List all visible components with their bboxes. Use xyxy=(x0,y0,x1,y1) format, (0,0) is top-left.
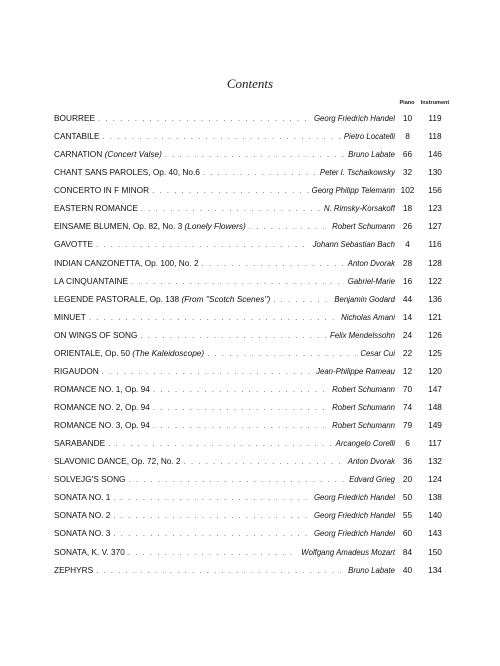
instrument-page-number: 134 xyxy=(428,564,442,575)
entry-title: LEGENDE PASTORALE, Op. 138 (From ''Scotch Scenes'') xyxy=(54,293,271,304)
entry-composer: Georg Friedrich Handel xyxy=(313,511,395,521)
instrument-page-number: 117 xyxy=(428,438,442,449)
piano-page-number: 18 xyxy=(402,203,413,214)
contents-entry xyxy=(54,470,450,488)
dot-leader xyxy=(113,529,311,538)
contents-entry xyxy=(54,235,450,253)
dot-leader xyxy=(113,511,311,520)
entry-main xyxy=(54,258,395,268)
entry-main xyxy=(54,149,395,159)
entry-title: SONATA NO. 2 xyxy=(54,510,111,521)
dot-leader xyxy=(184,457,345,466)
entry-composer: Nicholas Amani xyxy=(341,312,395,322)
entry-title: ROMANCE NO. 1, Op. 94 xyxy=(54,383,150,394)
contents-entry xyxy=(54,416,450,434)
entry-subtitle: (Lonely Flowers) xyxy=(184,221,246,232)
piano-page-number: 4 xyxy=(405,239,410,250)
entry-main xyxy=(54,474,395,484)
entry-main xyxy=(54,276,395,286)
entry-composer: Johann Sebastian Bach xyxy=(312,240,395,250)
piano-page-number: 24 xyxy=(402,329,413,340)
entry-main xyxy=(54,221,395,231)
instrument-page-number: 156 xyxy=(428,185,442,196)
piano-page-number: 40 xyxy=(402,564,413,575)
contents-entry xyxy=(54,217,450,235)
entry-composer: Gabriel-Marie xyxy=(347,276,395,286)
dot-leader xyxy=(96,240,310,249)
instrument-page-number: 124 xyxy=(428,474,442,485)
entry-main xyxy=(54,294,395,304)
piano-page-number: 16 xyxy=(402,275,413,286)
entry-main xyxy=(54,420,395,430)
piano-page-number: 102 xyxy=(400,185,415,196)
dot-leader xyxy=(153,403,329,412)
dot-leader xyxy=(96,566,345,575)
entry-composer: Georg Philipp Telemann xyxy=(311,186,395,196)
dot-leader xyxy=(140,331,327,340)
entry-composer: Robert Schumann xyxy=(332,403,395,413)
instrument-page-number: 146 xyxy=(428,149,442,160)
entry-main xyxy=(54,547,395,557)
instrument-page-number: 147 xyxy=(428,383,442,394)
contents-entry xyxy=(54,398,450,416)
entry-title: SARABANDE xyxy=(54,438,106,449)
instrument-page-number: 140 xyxy=(428,510,442,521)
entry-main xyxy=(54,438,395,448)
entry-title: SONATA NO. 1 xyxy=(54,492,111,503)
instrument-page-number: 143 xyxy=(428,528,442,539)
entry-composer: Anton Dvorak xyxy=(347,258,395,268)
entry-main xyxy=(54,510,395,520)
dot-leader xyxy=(89,313,338,322)
dot-leader xyxy=(102,367,313,376)
entry-title: EINSAME BLUMEN, Op. 82, No. 3 (Lonely Flowers) xyxy=(54,221,246,232)
entry-composer: Georg Friedrich Handel xyxy=(313,529,395,539)
instrument-page-number: 116 xyxy=(428,239,442,250)
entry-composer: Arcangelo Corelli xyxy=(335,439,395,449)
contents-entry xyxy=(54,524,450,542)
entry-title: CHANT SANS PAROLES, Op. 40, No.6 xyxy=(54,167,200,178)
entry-main xyxy=(54,312,395,322)
entry-title: ZEPHYRS xyxy=(54,564,94,575)
entry-composer: Jean-Philippe Rameau xyxy=(316,366,395,376)
piano-page-number: 14 xyxy=(402,311,413,322)
contents-entry xyxy=(54,380,450,398)
contents-entry xyxy=(54,543,450,561)
entry-main xyxy=(54,203,395,213)
entry-main xyxy=(54,366,395,376)
piano-page-number: 44 xyxy=(402,293,413,304)
instrument-page-number: 118 xyxy=(428,131,442,142)
instrument-page-number: 120 xyxy=(428,365,442,376)
dot-leader xyxy=(108,439,332,448)
entry-composer: Robert Schumann xyxy=(332,222,395,232)
piano-column-header: Piano xyxy=(399,100,415,106)
contents-entry xyxy=(54,506,450,524)
piano-page-number: 74 xyxy=(402,402,413,413)
piano-page-number: 20 xyxy=(402,474,413,485)
instrument-column-header: Instrument xyxy=(420,100,450,106)
entry-title: ON WINGS OF SONG xyxy=(54,329,138,340)
instrument-page-number: 122 xyxy=(428,275,442,286)
dot-leader xyxy=(103,132,341,141)
dot-leader xyxy=(98,114,311,123)
instrument-page-number: 130 xyxy=(428,167,442,178)
entry-main xyxy=(54,384,395,394)
contents-entry xyxy=(54,326,450,344)
entry-title: GAVOTTE xyxy=(54,239,94,250)
piano-page-number: 70 xyxy=(402,383,413,394)
entry-composer: Wolfgang Amadeus Mozart xyxy=(301,547,395,557)
entry-composer: Edvard Grieg xyxy=(349,475,395,485)
instrument-page-number: 138 xyxy=(428,492,442,503)
entry-main xyxy=(54,185,395,195)
entry-main xyxy=(54,167,395,177)
contents-entry xyxy=(54,561,450,579)
entry-composer: Bruno Labate xyxy=(348,565,395,575)
entry-main xyxy=(54,330,395,340)
contents-entry xyxy=(54,362,450,380)
entry-subtitle: (From ''Scotch Scenes'') xyxy=(181,293,271,304)
piano-page-number: 79 xyxy=(402,420,413,431)
piano-page-number: 10 xyxy=(402,113,413,124)
entry-composer: Cesar Cui xyxy=(360,348,395,358)
contents-entry xyxy=(54,163,450,181)
piano-page-number: 50 xyxy=(402,492,413,503)
instrument-page-number: 128 xyxy=(428,257,442,268)
entry-main xyxy=(54,492,395,502)
contents-list xyxy=(54,109,450,579)
entry-composer: Benjamin Godard xyxy=(334,294,395,304)
piano-page-number: 60 xyxy=(402,528,413,539)
piano-page-number: 55 xyxy=(402,510,413,521)
entry-main xyxy=(54,528,395,538)
dot-leader xyxy=(113,493,311,502)
entry-composer: Peter I. Tschaikowsky xyxy=(319,168,395,178)
entry-title: INDIAN CANZONETTA, Op. 100, No. 2 xyxy=(54,257,199,268)
entry-title: ROMANCE NO. 2, Op. 94 xyxy=(54,402,150,413)
dot-leader xyxy=(202,259,345,268)
entry-title: SLAVONIC DANCE, Op. 72, No. 2 xyxy=(54,456,181,467)
entry-main xyxy=(54,565,395,575)
entry-composer: Felix Mendelssohn xyxy=(329,330,395,340)
dot-leader xyxy=(153,421,329,430)
instrument-page-number: 126 xyxy=(428,329,442,340)
piano-page-number: 28 xyxy=(402,257,413,268)
instrument-page-number: 136 xyxy=(428,293,442,304)
piano-page-number: 84 xyxy=(402,546,413,557)
dot-leader xyxy=(128,548,298,557)
contents-entry xyxy=(54,254,450,272)
entry-composer: Pietro Locatelli xyxy=(343,132,395,142)
entry-title: LA CINQUANTAINE xyxy=(54,275,129,286)
piano-page-number: 8 xyxy=(405,131,410,142)
entry-title: ORIENTALE, Op. 50 (The Kaleidoscope) xyxy=(54,347,205,358)
contents-entry xyxy=(54,308,450,326)
instrument-page-number: 125 xyxy=(428,347,442,358)
piano-page-number: 12 xyxy=(402,365,413,376)
entry-composer: Robert Schumann xyxy=(332,384,395,394)
dot-leader xyxy=(153,385,329,394)
instrument-page-number: 132 xyxy=(428,456,442,467)
entry-title: SONATA NO. 3 xyxy=(54,528,111,539)
instrument-page-number: 123 xyxy=(428,203,442,214)
contents-entry xyxy=(54,272,450,290)
contents-entry xyxy=(54,199,450,217)
page-title: Contents xyxy=(226,76,274,91)
entry-composer: N. Rimsky-Korsakoff xyxy=(323,204,395,214)
contents-entry xyxy=(54,434,450,452)
instrument-page-number: 121 xyxy=(428,311,442,322)
entry-title: CONCERTO IN F MINOR xyxy=(54,185,150,196)
contents-entry xyxy=(54,488,450,506)
entry-title: CARNATION (Concert Valse) xyxy=(54,149,162,160)
piano-page-number: 32 xyxy=(402,167,413,178)
contents-entry xyxy=(54,181,450,199)
contents-entry xyxy=(54,452,450,470)
entry-main xyxy=(54,402,395,412)
entry-title: CANTABILE xyxy=(54,131,100,142)
entry-main xyxy=(54,348,395,358)
dot-leader xyxy=(207,349,357,358)
dot-leader xyxy=(249,222,329,231)
entry-title: EASTERN ROMANCE xyxy=(54,203,138,214)
entry-title: SONATA, K. V. 370 xyxy=(54,546,125,557)
entry-title: RIGAUDON xyxy=(54,365,99,376)
entry-main xyxy=(54,113,395,123)
dot-leader xyxy=(129,475,347,484)
instrument-page-number: 149 xyxy=(428,420,442,431)
entry-composer: Georg Friedrich Handel xyxy=(313,493,395,503)
entry-composer: Robert Schumann xyxy=(332,421,395,431)
entry-main xyxy=(54,239,395,249)
dot-leader xyxy=(203,168,317,177)
entry-title: ROMANCE NO. 3, Op. 94 xyxy=(54,420,150,431)
piano-page-number: 66 xyxy=(402,149,413,160)
entry-title: BOURREE xyxy=(54,113,96,124)
dot-leader xyxy=(141,204,321,213)
entry-title: MINUET xyxy=(54,311,86,322)
entry-composer: Georg Friedrich Handel xyxy=(313,114,395,124)
dot-leader xyxy=(131,277,345,286)
dot-leader xyxy=(165,150,345,159)
piano-page-number: 6 xyxy=(405,438,410,449)
contents-entry xyxy=(54,109,450,127)
entry-subtitle: (The Kaleidoscope) xyxy=(132,347,205,358)
instrument-page-number: 148 xyxy=(428,402,442,413)
dot-leader xyxy=(152,186,309,195)
entry-main xyxy=(54,456,395,466)
contents-entry xyxy=(54,127,450,145)
dot-leader xyxy=(273,295,331,304)
entry-title: SOLVEJG'S SONG xyxy=(54,474,126,485)
entry-subtitle: (Concert Valse) xyxy=(104,149,162,160)
instrument-page-number: 150 xyxy=(428,546,442,557)
entry-composer: Bruno Labate xyxy=(348,150,395,160)
contents-entry xyxy=(54,344,450,362)
piano-page-number: 26 xyxy=(402,221,413,232)
entry-composer: Anton Dvorak xyxy=(347,457,395,467)
entry-main xyxy=(54,131,395,141)
contents-entry xyxy=(54,145,450,163)
instrument-page-number: 119 xyxy=(428,113,442,124)
piano-page-number: 36 xyxy=(402,456,413,467)
piano-page-number: 22 xyxy=(402,347,413,358)
contents-entry xyxy=(54,290,450,308)
instrument-page-number: 127 xyxy=(428,221,442,232)
